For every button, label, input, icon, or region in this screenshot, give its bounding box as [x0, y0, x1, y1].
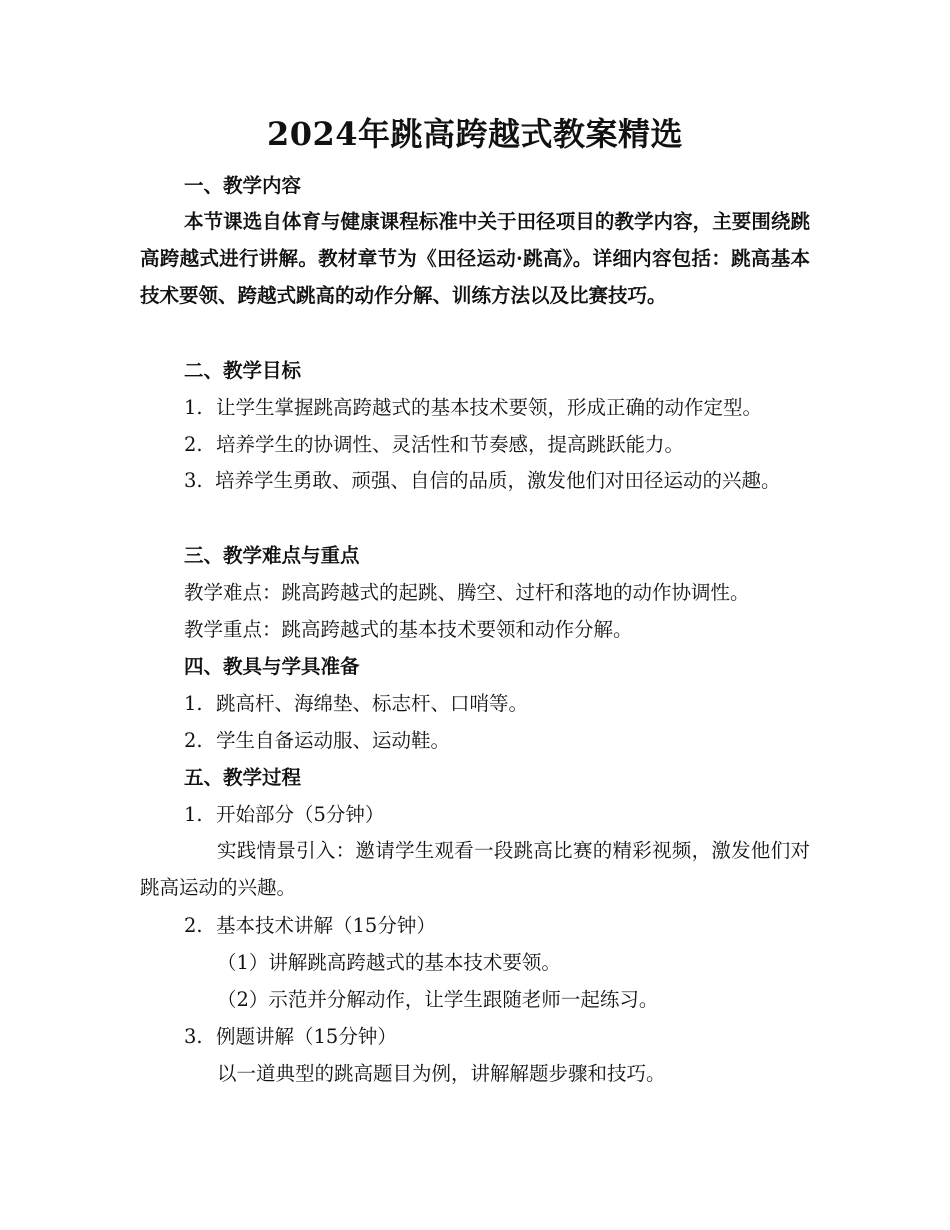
list-item-number: 2. — [184, 433, 203, 456]
list-item-text: 跳高杆、海绵垫、标志杆、口哨等。 — [216, 692, 529, 715]
list-item — [184, 690, 528, 718]
step-number: 3. — [184, 1025, 203, 1048]
list-item-text: 学生自备运动服、运动鞋。 — [216, 729, 451, 752]
step-heading — [184, 801, 384, 829]
step-title: 基本技术讲解（15分钟） — [216, 914, 436, 937]
list-item-text: 培养学生的协调性、灵活性和节奏感，提高跳跃能力。 — [216, 433, 685, 456]
section-body-content: 本节课选自体育与健康课程标准中关于田径项目的教学内容，主要围绕跳高跨越式进行讲解。教材章节为《田径运动·跳高》。详细内容包括：跳高基本技术要领、跨越式跳高的动作分解、训练方法以及比赛技巧。 — [140, 210, 810, 307]
list-item-number: 2. — [184, 729, 203, 752]
step-body: 以一道典型的跳高题目为例，讲解解题步骤和技巧。 — [217, 1062, 666, 1085]
list-item — [184, 394, 762, 422]
list-item-number: 1. — [184, 396, 203, 419]
step-sub-item: （1）讲解跳高跨越式的基本技术要领。 — [217, 951, 561, 974]
list-item-text: 培养学生勇敢、顽强、自信的品质，激发他们对田径运动的兴趣。 — [215, 469, 781, 492]
section-heading-key-points: 三、教学难点与重点 — [184, 544, 360, 567]
step-heading — [184, 1023, 397, 1051]
step-body: 实践情景引入：邀请学生观看一段跳高比赛的精彩视频，激发他们对跳高运动的兴趣。 — [140, 839, 810, 899]
page-title: 2024年跳高跨越式教案精选 — [266, 115, 684, 153]
list-item — [184, 727, 450, 755]
step-title: 开始部分（5分钟） — [216, 803, 385, 826]
teaching-focus: 教学重点：跳高跨越式的基本技术要领和动作分解。 — [184, 618, 633, 641]
list-item-number: 3. — [184, 469, 203, 492]
teaching-difficulty: 教学难点：跳高跨越式的起跳、腾空、过杆和落地的动作协调性。 — [184, 581, 750, 604]
list-item-number: 1. — [184, 692, 203, 715]
step-heading — [184, 912, 436, 940]
section-heading-materials: 四、教具与学具准备 — [184, 655, 360, 678]
step-number: 2. — [184, 914, 203, 937]
section-heading-content: 一、教学内容 — [184, 174, 302, 197]
list-item — [184, 431, 684, 459]
step-number: 1. — [184, 803, 203, 826]
step-title: 例题讲解（15分钟） — [216, 1025, 397, 1048]
section-heading-objectives: 二、教学目标 — [184, 359, 302, 382]
section-heading-process: 五、教学过程 — [184, 766, 302, 789]
list-item-text: 让学生掌握跳高跨越式的基本技术要领，形成正确的动作定型。 — [216, 396, 763, 419]
step-sub-item: （2）示范并分解动作，让学生跟随老师一起练习。 — [217, 988, 659, 1011]
list-item — [140, 462, 810, 499]
